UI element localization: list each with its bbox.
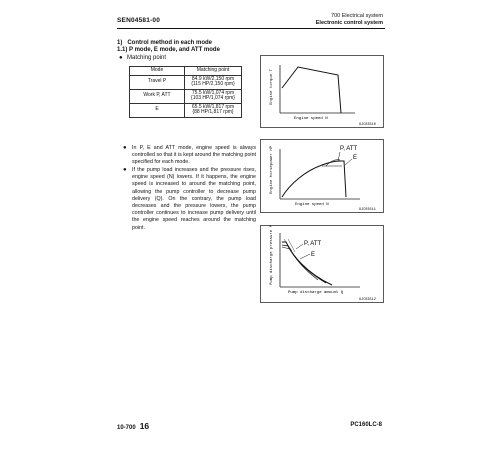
leader-e (300, 254, 310, 259)
document-id: SEN04581-00 (117, 17, 161, 24)
leader-e (345, 159, 352, 165)
x-axis-label: Engine speed N (294, 117, 328, 121)
section-title (316, 13, 383, 26)
footer-model: PC160LC-8 (350, 422, 382, 428)
table-row (130, 103, 242, 117)
table-cell-mode: Work P, ATT (130, 89, 185, 103)
matching-point-table (129, 66, 242, 118)
page-number: 16 (139, 421, 150, 431)
header-rule (117, 28, 385, 29)
section-title-line2: Electronic control system (315, 19, 383, 26)
table-cell-mode: E (130, 103, 185, 117)
leader-p (296, 244, 303, 249)
col-point-header: Matching point (185, 67, 242, 76)
point-line2: {88 HP/1,817 rpm} (192, 109, 234, 115)
y-axis-label: Engine torque T (270, 68, 274, 105)
table-cell-mode: Travel P (130, 75, 185, 89)
pump-curve-e (282, 245, 326, 283)
paragraph-pump-load (123, 167, 256, 232)
label-e: E (353, 155, 358, 161)
paragraph-pump-load-text: If the pump load increases and the pressure rises, engine speed (N) lowers. If it happens, the engine speed is increased to around the matching point, allowing the pump controller to decrease pump delivery (Q). On the contrary, the pump load decreases and the pressure lowers, the pump controller continues to increase pump delivery until the engine speed reaches around the matching point. (132, 167, 256, 231)
table-row (130, 89, 242, 103)
graph-torque (260, 55, 384, 128)
y-axis-label: Engine horsepower HP (270, 145, 274, 194)
table-header-row (130, 67, 242, 76)
figure-code: 9JC03511 (359, 208, 376, 212)
heading-modes: 1.1) P mode, E mode, and ATT mode (117, 47, 220, 53)
col-mode-header: Mode (130, 67, 185, 76)
x-axis-label: Engine speed N (295, 203, 329, 207)
bullet-dot: ● (123, 145, 127, 151)
table-row (130, 75, 242, 89)
label-p-att: P, ATT (304, 241, 322, 247)
hatch-line (284, 239, 292, 251)
x-axis-label: Pump discharge amount Q (288, 291, 344, 295)
label-e: E (311, 252, 316, 258)
graph-pump (260, 225, 384, 303)
figure-code: 9JC03512 (359, 298, 376, 302)
footer-section-number (117, 421, 149, 431)
section-title-line1: 700 Electrical system (331, 13, 383, 19)
table-cell-point (185, 89, 242, 103)
label-p-att: P, ATT (340, 146, 358, 152)
bullet-matching-text: Matching point (127, 55, 167, 61)
point-line2: {115 HP/2,150 rpm} (191, 81, 235, 87)
table-cell-point (185, 75, 242, 89)
bullet-dot: ● (123, 167, 127, 173)
table-cell-point (185, 103, 242, 117)
point-line1: 65.5 kW/1,817 rpm (191, 103, 235, 110)
torque-curve (282, 67, 341, 113)
bullet-matching-point (119, 55, 167, 61)
point-line1: 84.9 kW/2,150 rpm (191, 75, 235, 82)
graph-horsepower (260, 139, 384, 213)
graph-frame (261, 140, 384, 213)
point-line1: 75.5 kW/1,074 rpm (191, 89, 235, 96)
paragraph-mode-control (123, 145, 256, 167)
bullet-dot: ● (119, 55, 123, 61)
heading-control-method: 1) Control method in each mode (117, 40, 213, 46)
y-axis-label: Pump discharge pressure P (270, 225, 274, 285)
horsepower-curve (282, 161, 346, 197)
figure-code: 9JC03510 (359, 123, 376, 127)
paragraph-mode-control-text: In P, E and ATT mode, engine speed is always controlled so that it is kept around the matching point specified for each mode. (132, 145, 256, 166)
point-line2: {103 HP/1,074 rpm} (191, 95, 235, 101)
footer-left: 10-700 (117, 425, 136, 431)
